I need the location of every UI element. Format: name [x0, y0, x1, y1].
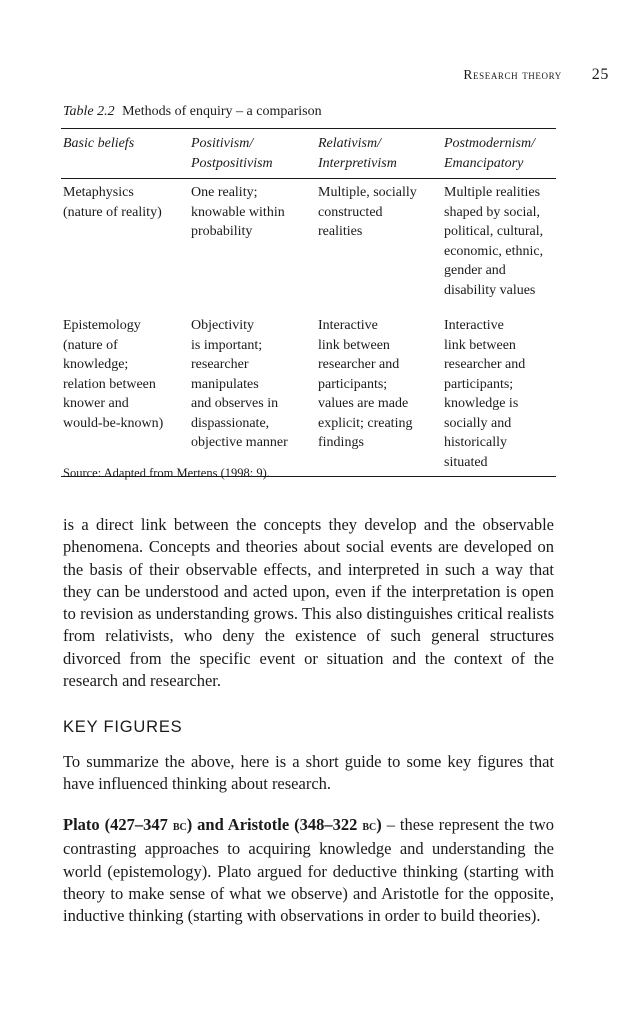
running-head [0, 66, 609, 84]
body-paragraph-2: To summarize the above, here is a short guide to some key figures that have influenced thinking about research. [63, 752, 554, 794]
cell-epistemology-relativism: Interactive link between researcher and participants; values are made explicit; creating findings [318, 318, 413, 450]
table-row-epistemology [61, 304, 556, 477]
key-figure-name: Plato (427–347 bc) and Aristotle (348–322 bc) [63, 815, 382, 834]
cell-epistemology-belief: Epistemology (nature of knowledge; relation between knower and would-be-known) [63, 318, 164, 431]
page-number: 25 [591, 66, 609, 83]
methods-comparison-table [61, 128, 556, 477]
table-caption [63, 104, 322, 120]
cell-metaphysics-relativism: Multiple, socially constructed realities [318, 185, 417, 239]
cell-metaphysics-positivism: One reality; knowable within probability [191, 185, 285, 239]
running-head-title: Research theory [463, 67, 562, 82]
table-source-note: Source: Adapted from Mertens (1998: 9). [63, 466, 270, 480]
table-label: Table 2.2 [63, 104, 115, 119]
section-heading: KEY FIGURES [63, 718, 183, 736]
table-header-row [61, 129, 556, 179]
header-postmodernism: Postmodernism/ Emancipatory [442, 129, 556, 179]
header-positivism: Positivism/ Postpositivism [189, 129, 316, 179]
key-figure-description: – these represent the two contrasting approaches to acquiring knowledge and understanding the world (epistemology). Plato argued for deductive thinking (starting with theory to make sense of what we observe) and Aristotle for the opposite, inductive thinking (starting with observations in order to build theories). [63, 815, 555, 926]
body-paragraph-1: is a direct link between the concepts they develop and the observable phenomena. Concepts and theories about social events are developed on the basis of their observable effects, and interpreted in such a way that they can be understood and acted upon, even if the interpretation is open to revision as understanding grows. This also distinguishes critical realists from relativists, who deny the existence of such general structures divorced from the specific event or situation and the context of the research and researcher. [63, 515, 554, 691]
table-title: Methods of enquiry – a comparison [122, 104, 322, 119]
cell-epistemology-positivism: Objectivity is important; researcher manipulates and observes in dispassionate, objective manner [191, 318, 288, 450]
cell-metaphysics-postmodernism: Multiple realities shaped by social, political, cultural, economic, ethnic, gender and disability values [444, 185, 544, 298]
cell-metaphysics-belief: Metaphysics (nature of reality) [63, 185, 162, 220]
header-relativism: Relativism/ Interpretivism [316, 129, 442, 179]
cell-epistemology-postmodernism: Interactive link between researcher and participants; knowledge is socially and historically situated [444, 318, 526, 470]
body-paragraph-3 [63, 814, 554, 927]
table-row-metaphysics [61, 179, 556, 305]
header-basic-beliefs: Basic beliefs [61, 129, 189, 179]
